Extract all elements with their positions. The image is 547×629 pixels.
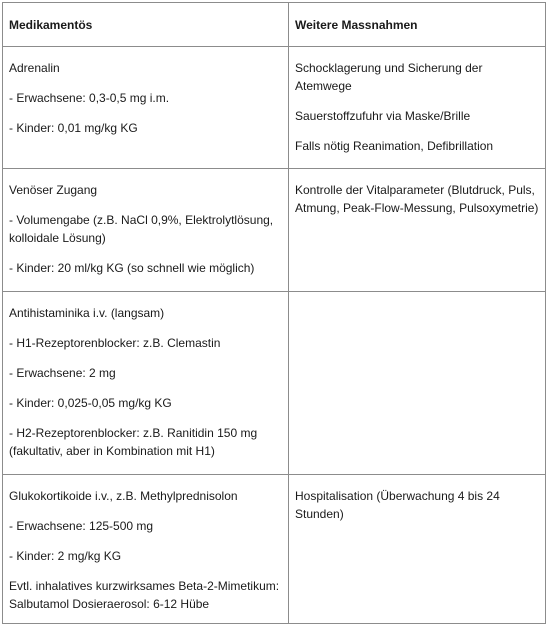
cell-line: - Kinder: 2 mg/kg KG: [9, 549, 122, 563]
cell-line: - Erwachsene: 2 mg: [9, 366, 116, 380]
cell-line: - Kinder: 0,01 mg/kg KG: [9, 121, 138, 135]
cell-measures: [289, 169, 546, 292]
cell-line: Falls nötig Reanimation, Defibrillation: [295, 139, 494, 153]
cell-line: Adrenalin: [9, 61, 60, 75]
cell-line: Hospitalisation (Überwachung 4 bis 24 Stunden): [295, 489, 500, 521]
table-row: [3, 475, 546, 624]
cell-line: - Erwachsene: 125-500 mg: [9, 519, 154, 533]
cell-line: - H1-Rezeptorenblocker: z.B. Clemastin: [9, 336, 221, 350]
cell-line: - Erwachsene: 0,3-0,5 mg i.m.: [9, 91, 170, 105]
cell-line: Schocklagerung und Sicherung der Atemwege: [295, 61, 483, 93]
cell-measures: [289, 475, 546, 624]
cell-line: Evtl. inhalatives kurzwirksames Beta-2-Mimetikum: Salbutamol Dosieraerosol: 6-12 Hübe: [9, 579, 280, 611]
cell-medication: [3, 292, 289, 475]
header-weitere-massnahmen: Weitere Massnahmen: [289, 3, 546, 47]
cell-measures: [289, 47, 546, 169]
cell-line: Antihistaminika i.v. (langsam): [9, 306, 165, 320]
table-row: [3, 47, 546, 169]
table-header-row: [3, 3, 546, 47]
cell-line: Kontrolle der Vitalparameter (Blutdruck, Puls, Atmung, Peak-Flow-Messung, Pulsoxymetrie): [295, 183, 539, 215]
cell-measures-empty: [289, 292, 546, 475]
header-medikamentoes: Medikamentös: [3, 3, 289, 47]
cell-line: - H2-Rezeptorenblocker: z.B. Ranitidin 150 mg (fakultativ, aber in Kombination mit H1): [9, 426, 258, 458]
cell-line: Glukokortikoide i.v., z.B. Methylprednisolon: [9, 489, 238, 503]
cell-line: - Volumengabe (z.B. NaCl 0,9%, Elektrolytlösung, kolloidale Lösung): [9, 213, 274, 245]
cell-line: - Kinder: 20 ml/kg KG (so schnell wie möglich): [9, 261, 255, 275]
cell-medication: [3, 169, 289, 292]
cell-line: Sauerstoffzufuhr via Maske/Brille: [295, 109, 471, 123]
cell-line: - Kinder: 0,025-0,05 mg/kg KG: [9, 396, 172, 410]
table-row: [3, 169, 546, 292]
table-row: [3, 292, 546, 475]
treatment-table: [2, 2, 546, 624]
cell-medication: [3, 475, 289, 624]
cell-line: Venöser Zugang: [9, 183, 98, 197]
cell-medication: [3, 47, 289, 169]
